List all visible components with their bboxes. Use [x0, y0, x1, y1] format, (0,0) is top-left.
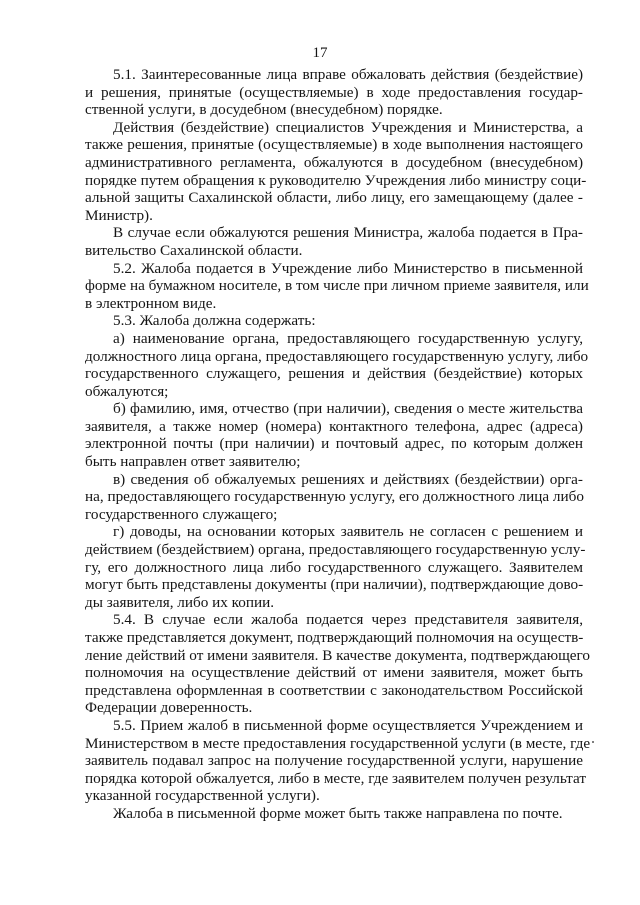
text-line: также решения, принятые (осуществляемые) в ходе выполнения настоящего	[85, 136, 583, 154]
text-line: а) наименование органа, предоставляющего государственную услугу,	[113, 329, 583, 347]
text-line: 5.5. Прием жалоб в письменной форме осуществляется Учреждением и	[113, 716, 583, 734]
text-line: г) доводы, на основании которых заявитель не согласен с решением и	[113, 523, 583, 541]
text-line: 5.3. Жалоба должна содержать:	[113, 312, 316, 330]
text-line: указанной государственной услуги).	[85, 787, 320, 805]
text-line: должностного лица органа, предоставляющего государственную услугу, либо	[85, 347, 589, 365]
text-line: Министерством в месте предоставления государственной услуги (в месте, где	[85, 734, 591, 752]
text-line: ственной услуги, в досудебном (внесудебном) порядке.	[85, 101, 443, 119]
text-line: обжалуются;	[85, 382, 169, 400]
text-line: 5.1. Заинтересованные лица вправе обжаловать действия (бездействие)	[113, 66, 583, 83]
text-line: электронной почты (при наличии) и почтовый адрес, по которым должен	[85, 435, 583, 453]
text-line: заявителя, а также номер (номера) контактного телефона, адрес (адреса)	[85, 417, 583, 435]
text-line: административного регламента, обжалуются в досудебном (внесудебном)	[85, 153, 583, 171]
text-line: представлена оформленная в соответствии с законодательством Российской	[85, 681, 583, 699]
text-line: Действия (бездействие) специалистов Учреждения и Министерства, а	[113, 118, 583, 136]
text-line: полномочия на осуществление действий от имени заявителя, может быть	[85, 664, 583, 682]
text-line: Жалоба в письменной форме может быть также направлена по почте.	[113, 804, 563, 822]
text-line: также представляется документ, подтверждающий полномочия на осуществ-	[85, 629, 584, 646]
text-line: быть направлен ответ заявителю;	[85, 453, 301, 471]
text-line: Федерации доверенность.	[85, 699, 253, 717]
text-line: б) фамилию, имя, отчество (при наличии), сведения о месте жительства	[113, 400, 583, 418]
text-line: альной защиты Сахалинской области, либо лицу, его замещающему (далее -	[85, 189, 583, 207]
page-number: 17	[312, 45, 328, 61]
text-line: ление действий от имени заявителя. В качестве документа, подтверждающего	[85, 646, 590, 664]
text-line: действием (бездействием) органа, предоставляющего государственную услу-	[85, 541, 586, 559]
text-line: на, предоставляющего государственную услугу, его должностного лица либо	[85, 488, 584, 506]
text-line: порядке путем обращения к руководителю Учреждения либо министру соци-	[85, 171, 587, 189]
text-line: гу, его должностного лица либо государственного служащего. Заявителем	[85, 558, 583, 576]
text-line: в электронном виде.	[85, 294, 217, 312]
document-body	[85, 66, 591, 823]
text-line: в) сведения об обжалуемых решениях и действиях (бездействии) орга-	[113, 470, 583, 488]
text-line: форме на бумажном носителе, в том числе при личном приеме заявителя, или	[85, 277, 589, 295]
scan-speck	[592, 741, 594, 743]
text-line: вительство Сахалинской области.	[85, 241, 303, 259]
text-line: ды заявителя, либо их копии.	[85, 593, 275, 611]
text-line: заявитель подавал запрос на получение государственной услуги, нарушение	[85, 752, 583, 770]
text-line: государственного служащего, решения и действия (бездействие) которых	[85, 365, 583, 383]
text-line: В случае если обжалуются решения Министра, жалоба подается в Пра-	[113, 224, 583, 242]
text-line: порядка которой обжалуется, либо в месте, где заявителем получен результат	[85, 769, 586, 787]
text-line: могут быть представлены документы (при наличии), подтверждающие дово-	[85, 576, 584, 594]
text-line: государственного служащего;	[85, 505, 278, 523]
text-line: 5.4. В случае если жалоба подается через представителя заявителя,	[113, 611, 583, 629]
text-line: и решения, принятые (осуществляемые) в ходе предоставления государ-	[85, 83, 583, 101]
text-line: Министр).	[85, 206, 153, 224]
text-line: 5.2. Жалоба подается в Учреждение либо Министерство в письменной	[113, 259, 583, 277]
